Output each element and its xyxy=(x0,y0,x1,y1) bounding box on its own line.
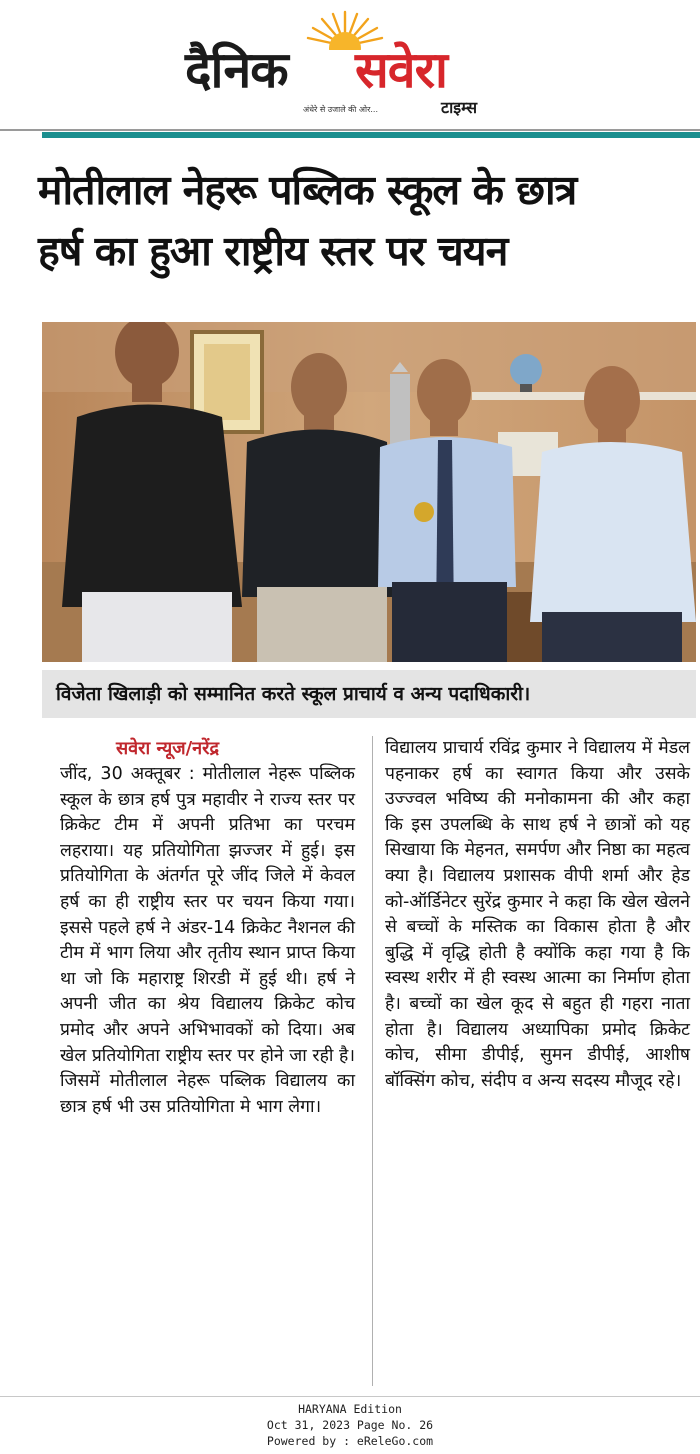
masthead xyxy=(0,0,700,128)
accent-rule xyxy=(42,132,700,138)
headline-line-1: मोतीलाल नेहरू पब्लिक स्कूल के छात्र xyxy=(38,166,577,214)
article-headline xyxy=(38,160,688,282)
logo-word-dainik: दैनिक xyxy=(185,41,288,99)
logo-tagline: अंधेरे से उजाले की ओर... xyxy=(303,105,379,114)
column-2-text: विद्यालय प्राचार्य रविंद्र कुमार ने विद्यालय में मेडल पहनाकर हर्ष का स्वागत किया और उसके उज्ज्वल भविष्य की मनोकामना की और कहा कि इस उपलब्धि के साथ हर्ष ने छात्रों को यह सिखाया कि मेहनत, समर्पण और निष्ठा का महत्व क्या है। विद्यालय प्रशासक वीपी शर्मा और हेड को-ऑर्डिनेटर सुरेंद्र कुमार ने कहा कि खेल खेलने से बच्चों के मस्तिक का विकास होता है और बुद्धि में वृद्धि होती है क्योंकि कहा गया है कि स्वस्थ शरीर में ही स्वस्थ आत्मा का निर्माण होता है। बच्चों का खेल कूद से बहुत ही गहरा नाता होता है। विद्यालय अध्यापिका प्रमोद क्रिकेट कोच, सीमा डीपीई, सुमन डीपीई, आशीष बॉक्सिंग कोच, संदीप व अन्य सदस्य मौजूद रहे। xyxy=(385,738,690,1091)
page-footer xyxy=(0,1401,700,1449)
logo-word-savera: सवेरा xyxy=(355,41,447,99)
footer-date-page: Oct 31, 2023 Page No. 26 xyxy=(266,1418,434,1432)
photo-caption: विजेता खिलाड़ी को सम्मानित करते स्कूल प्राचार्य व अन्य पदाधिकारी। xyxy=(42,670,696,718)
column-1-text: जींद, 30 अक्तूबर : मोतीलाल नेहरू पब्लिक स्कूल के छात्र हर्ष पुत्र महावीर ने राज्य स्तर पर क्रिकेट टीम में अपनी प्रतिभा का परचम लहराया। यह प्रतियोगिता झज्जर में हुई। इस प्रतियोगिता के अंतर्गत पूरे जींद जिले में केवल हर्ष का ही राष्ट्रीय स्तर पर चयन किया गया। इससे पहले हर्ष ने अंडर-14 क्रिकेट नैशनल की टीम में भाग लिया और तृतीय स्थान प्राप्त किया था जो कि महाराष्ट्र शिरडी में हुई थी। हर्ष ने अपनी जीत का श्रेय विद्यालय क्रिकेट कोच प्रमोद और अपने अभिभावकों को दिया। अब खेल प्रतियोगिता राष्ट्रीय स्तर पर होने जा रही है। जिसमें मोतीलाल नेहरू पब्लिक विद्यालय का छात्र हर्ष भी उस प्रतियोगिता मे भाग लेगा। xyxy=(60,764,355,1117)
article-photo xyxy=(42,322,696,662)
byline: सवेरा न्यूज/नरेंद्र xyxy=(116,738,220,759)
footer-divider xyxy=(0,1396,700,1397)
group-photo-illustration xyxy=(42,322,696,662)
footer-powered-by: Powered by : eReleGo.com xyxy=(266,1434,434,1448)
article-column-1 xyxy=(60,736,355,1120)
headline-line-2: हर्ष का हुआ राष्ट्रीय स्तर पर चयन xyxy=(38,227,508,275)
masthead-divider xyxy=(0,129,700,131)
logo-subtitle: टाइम्स xyxy=(441,98,478,117)
newspaper-logo xyxy=(185,10,525,120)
column-divider xyxy=(372,736,373,1386)
article-column-2 xyxy=(385,736,690,1094)
footer-edition: HARYANA Edition xyxy=(298,1402,402,1416)
